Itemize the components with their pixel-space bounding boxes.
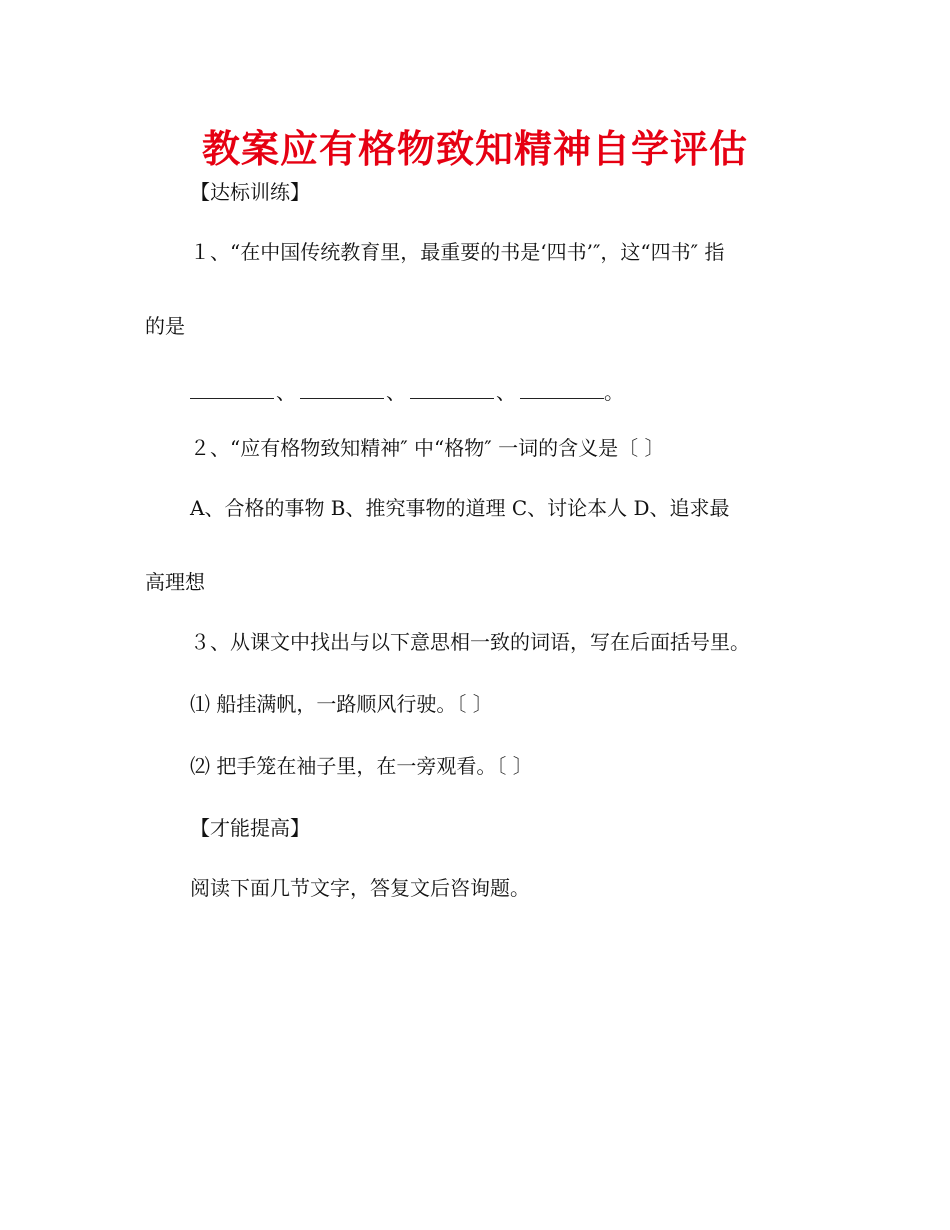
answer-blank-1[interactable] bbox=[190, 380, 274, 399]
blank-end-mark: 。 bbox=[604, 380, 624, 404]
question-1-line-1: １、“在中国传统教育里，最重要的书是‘四书’″，这“四书″ 指 bbox=[190, 240, 725, 264]
question-3-item-1: ⑴ 船挂满帆，一路顺风行驶。〔 〕 bbox=[190, 692, 493, 716]
section-heading-improvement: 【才能提高】 bbox=[190, 816, 310, 840]
blank-separator: 、 bbox=[276, 380, 296, 404]
question-3-item-2: ⑵ 把手笼在袖子里，在一旁观看。〔 〕 bbox=[190, 754, 533, 778]
question-3-line: ３、从课文中找出与以下意思相一致的词语，写在后面括号里。 bbox=[190, 630, 750, 654]
section-heading-practice: 【达标训练】 bbox=[190, 180, 310, 204]
page-title: 教案应有格物致知精神自学评估 bbox=[201, 127, 748, 171]
answer-blank-2[interactable] bbox=[300, 380, 384, 399]
blank-separator: 、 bbox=[386, 380, 406, 404]
question-2-options-line-1: A、合格的事物 B、推究事物的道理 C、讨论本人 D、追求最 bbox=[190, 496, 730, 520]
answer-blank-4[interactable] bbox=[520, 380, 604, 399]
answer-blank-3[interactable] bbox=[410, 380, 494, 399]
blank-separator: 、 bbox=[496, 380, 516, 404]
question-1-line-2: 的是 bbox=[145, 314, 185, 338]
question-2-line: ２、“应有格物致知精神″ 中“格物″ 一词的含义是〔 〕 bbox=[190, 436, 665, 460]
question-2-options-line-2: 高理想 bbox=[145, 570, 205, 594]
reading-instruction: 阅读下面几节文字，答复文后咨询题。 bbox=[190, 876, 530, 900]
question-1-blanks bbox=[190, 378, 624, 406]
